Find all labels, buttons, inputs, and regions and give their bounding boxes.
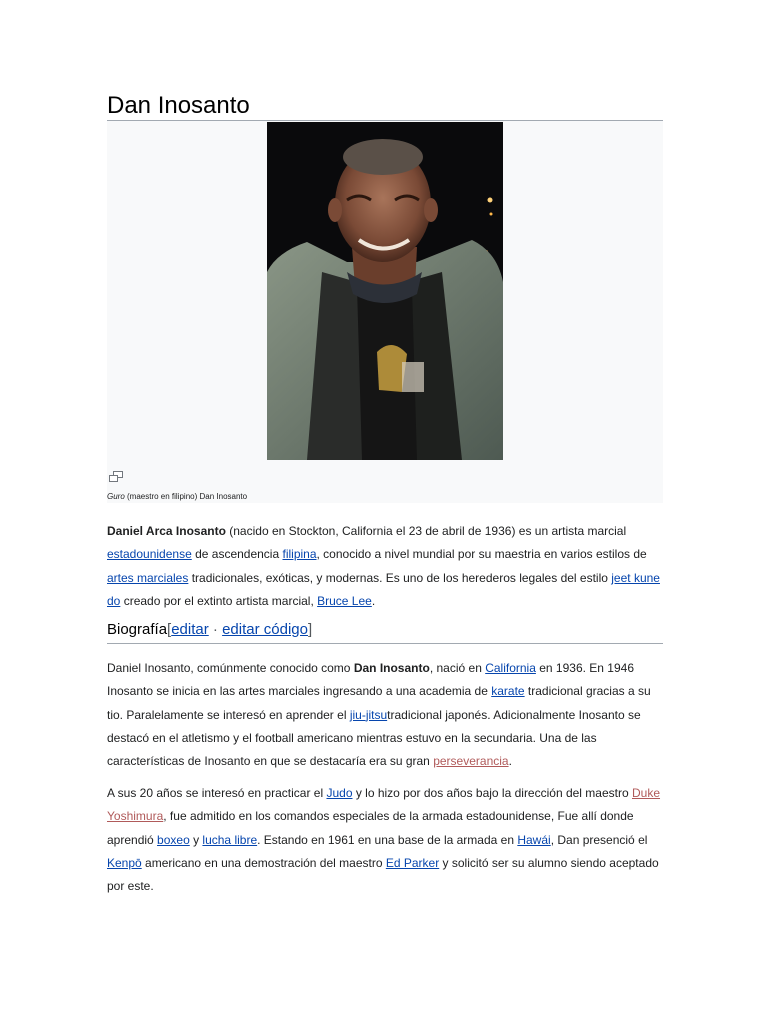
section-divider bbox=[107, 643, 663, 644]
link-kenpo[interactable]: Kenpō bbox=[107, 855, 142, 870]
section-heading-biografia: Biografía[editar · editar código] bbox=[107, 621, 313, 638]
biography-paragraph-1: Daniel Inosanto, comúnmente conocido como Dan Inosanto, nació en California en 1936. En 1946 Inosanto se inicia en las artes marciales ingresando a una academia de karate tradicional gracias a su tio. Paralelamente se interesó en aprender el jiu-jitsutradicional japonés. Adicionalmente Inosanto se destacó en el atletismo y el football americano mientras estuvo en la secundaria. Una de las características de Inosanto en que se destacaría era su gran perseverancia. bbox=[107, 661, 651, 769]
link-karate[interactable]: karate bbox=[491, 684, 525, 699]
biography-paragraph-2: A sus 20 años se interesó en practicar el Judo y lo hizo por dos años bajo la dirección del maestro Duke Yoshimura, fue admitido en los comandos especiales de la armada estadounidense, Fue allí donde aprendió boxeo y lucha libre. Estando en 1961 en una base de la armada en Hawái, Dan presenció el Kenpō americano en una demostración del maestro Ed Parker y solicitó ser su alumno siendo aceptado por este. bbox=[107, 786, 661, 894]
edit-code-link[interactable]: editar código bbox=[222, 621, 308, 638]
page-title: Dan Inosanto bbox=[107, 92, 250, 119]
link-perseverancia[interactable]: perseverancia bbox=[433, 754, 509, 769]
link-artes-marciales[interactable]: artes marciales bbox=[107, 570, 189, 585]
link-california[interactable]: California bbox=[485, 661, 536, 675]
thumbnail-caption: Guro (maestro en filipino) Dan Inosanto bbox=[107, 492, 248, 501]
infobox-thumbnail bbox=[107, 121, 663, 503]
link-duke-yoshimura[interactable]: Duke Yoshimura bbox=[107, 786, 661, 824]
link-estadounidense[interactable]: estadounidense bbox=[107, 547, 192, 562]
link-hawai[interactable]: Hawái bbox=[517, 832, 551, 847]
portrait-photo[interactable] bbox=[267, 122, 503, 460]
link-bruce-lee[interactable]: Bruce Lee bbox=[317, 593, 372, 608]
link-lucha-libre[interactable]: lucha libre bbox=[202, 832, 258, 847]
magnify-clip-icon[interactable] bbox=[109, 469, 123, 480]
link-ed-parker[interactable]: Ed Parker bbox=[385, 855, 440, 870]
link-jeet-kune-do[interactable]: jeet kune do bbox=[107, 570, 660, 608]
intro-paragraph: Daniel Arca Inosanto (nacido en Stockton, California el 23 de abril de 1936) es un artista marcial estadounidense de ascendencia filipina, conocido a nivel mundial por su maestria en varios estilos de artes marciales tradicionales, exóticas, y modernas. Es uno de los herederos legales del estilo jeet kune do creado por el extinto artista marcial, Bruce Lee. bbox=[107, 524, 660, 608]
link-filipina[interactable]: filipina bbox=[282, 547, 317, 562]
edit-link[interactable]: editar bbox=[171, 621, 209, 638]
link-jiu-jitsu[interactable]: jiu-jitsu bbox=[349, 707, 388, 722]
section-edit-links: [editar · editar código] bbox=[167, 621, 313, 638]
link-boxeo[interactable]: boxeo bbox=[157, 832, 190, 847]
link-judo[interactable]: Judo bbox=[326, 786, 353, 800]
